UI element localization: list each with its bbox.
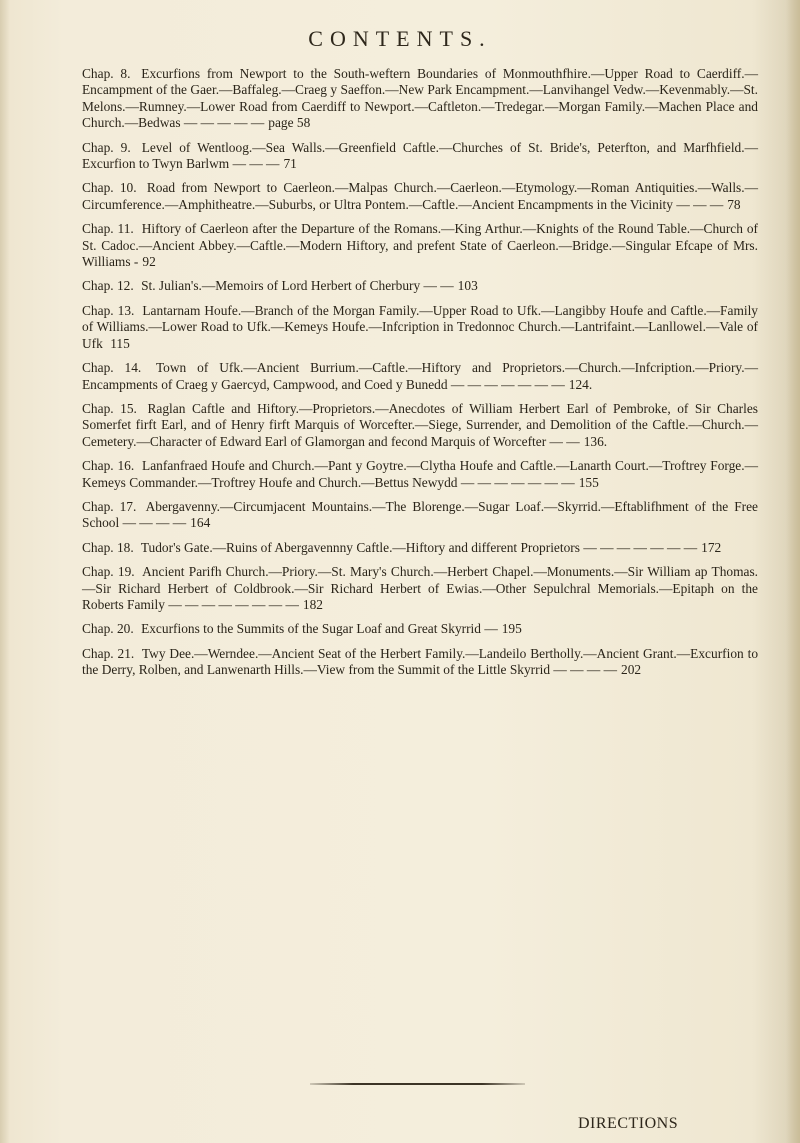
- leader-dashes: — — — — — — — —: [168, 596, 299, 612]
- page-number: 164: [190, 515, 211, 531]
- chapter-entry: [82, 303, 758, 352]
- chapter-entry: [82, 646, 758, 679]
- chapter-entry: [82, 278, 758, 294]
- chapter-summary: Excurfions from Newport to the South-weftern Boundaries of Monmouthfhire.—Upper Road to Caerdiff.—Encampment of the Gaer.—Baffaleg.—Craeg y Saeffon.—New Park Encampment.—Lanvihangel Vedw.—Kevenmably.—St. Melons.—Rumney.—Lower Road from Caerdiff to Newport.—Caftleton.—Tredegar.—Morgan Family.—Machen Place and Church.—Bedwas: [82, 66, 758, 131]
- chapter-number: Chap. 11.: [82, 221, 134, 237]
- contents-list: [82, 66, 758, 687]
- leader-dashes: — — — — — — —: [450, 376, 565, 392]
- chapter-number: Chap. 14.: [82, 360, 142, 376]
- chapter-entry: [82, 221, 758, 270]
- leader-dashes: — — — — — — —: [460, 474, 575, 490]
- page-number: 78: [727, 196, 741, 212]
- chapter-entry: [82, 401, 758, 450]
- chapter-number: Chap. 16.: [82, 458, 135, 474]
- page-number: 136.: [583, 433, 608, 449]
- chapter-entry: [82, 66, 758, 132]
- leader-dashes: -: [133, 254, 139, 270]
- chapter-number: Chap. 21.: [82, 645, 135, 661]
- chapter-entry: [82, 499, 758, 532]
- page-number: 155: [578, 474, 599, 490]
- page-number: 124.: [568, 376, 593, 392]
- catchword: DIRECTIONS: [578, 1115, 679, 1132]
- page-number: 71: [283, 156, 297, 172]
- page-left-edge: [0, 0, 10, 1143]
- chapter-summary: Level of Wentloog.—Sea Walls.—Greenfield Caftle.—Churches of St. Bride's, Peterfton, and Marfhfield.—Excurfion to Twyn Barlwm: [82, 139, 758, 172]
- leader-dashes: — — — — — — —: [583, 539, 698, 555]
- chapter-entry: [82, 360, 758, 393]
- leader-dashes: — —: [423, 278, 454, 294]
- chapter-summary: Town of Ufk.—Ancient Burrium.—Caftle.—Hiftory and Proprietors.—Church.—Infcription.—Priory.—Encampments of Craeg y Gaercyd, Campwood, and Coed y Bunedd: [82, 360, 758, 392]
- page-title: CONTENTS.: [308, 26, 492, 51]
- chapter-number: Chap. 12.: [82, 278, 134, 294]
- page-number: 92: [142, 254, 156, 270]
- chapter-number: Chap. 10.: [82, 180, 137, 196]
- chapter-entry: [82, 540, 758, 556]
- chapter-number: Chap. 18.: [82, 539, 134, 555]
- page-number: 172: [701, 539, 722, 555]
- chapter-summary: Excurfions to the Summits of the Sugar Loaf and Great Skyrrid: [141, 621, 481, 637]
- chapter-summary: Tudor's Gate.—Ruins of Abergavennny Caftle.—Hiftory and different Proprietors: [140, 539, 580, 555]
- chapter-summary: Twy Dee.—Werndee.—Ancient Seat of the Herbert Family.—Landeilo Bertholly.—Ancient Grant.—Excurfion to the Derry, Rolben, and Lanwenarth Hills.—View from the Summit of the Little Skyrrid: [82, 645, 759, 678]
- section-rule: [310, 1083, 525, 1085]
- chapter-number: Chap. 15.: [82, 400, 137, 416]
- chapter-number: Chap. 20.: [82, 621, 134, 637]
- chapter-number: Chap. 13.: [82, 302, 135, 318]
- chapter-entry: [82, 140, 758, 173]
- page-number: 103: [457, 278, 478, 294]
- chapter-entry: [82, 564, 758, 613]
- page-number: 195: [501, 621, 522, 637]
- page-number: 115: [110, 335, 130, 351]
- chapter-summary: Raglan Caftle and Hiftory.—Proprietors.—Anecdotes of William Herbert Earl of Pembroke, of Sir Charles Somerfet firft Earl, and of Henry firft Marquis of Worcefter.—Siege, Surrender, and Demolition of the Caftle.—Church.—Cemetery.—Character of Edward Earl of Glamorgan and fecond Marquis of Worcefter: [82, 400, 759, 449]
- chapter-entry: [82, 458, 758, 491]
- leader-dashes: — — — —: [122, 515, 187, 531]
- chapter-number: Chap. 8.: [82, 66, 131, 81]
- chapter-entry: [82, 180, 758, 213]
- chapter-summary: Hiftory of Caerleon after the Departure of the Romans.—King Arthur.—Knights of the Round Table.—Church of St. Cadoc.—Ancient Abbey.—Caftle.—Modern Hiftory, and prefent State of Caerleon.—Bridge.—Singular Efcape of Mrs. Williams: [82, 221, 758, 270]
- leader-dashes: — —: [549, 433, 580, 449]
- leader-dashes: — — — —: [553, 662, 617, 678]
- chapter-summary: Ancient Parifh Church.—Priory.—St. Mary's Church.—Herbert Chapel.—Monuments.—Sir William ap Thomas.—Sir Richard Herbert of Coldbrook.—Sir Richard Herbert of Ewias.—Other Sepulchral Memorials.—Epitaph on the Roberts Family: [82, 564, 759, 612]
- leader-dashes: — — — — —: [183, 115, 265, 131]
- chapter-number: Chap. 9.: [82, 139, 131, 155]
- chapter-summary: Lanfanfraed Houfe and Church.—Pant y Goytre.—Clytha Houfe and Caftle.—Lanarth Court.—Troftrey Forge.—Kemeys Commander.—Troftrey Houfe and Church.—Bettus Newydd: [82, 458, 758, 490]
- chapter-entry: [82, 621, 758, 637]
- chapter-summary: St. Julian's.—Memoirs of Lord Herbert of Cherbury: [141, 278, 421, 294]
- leader-dashes: — — —: [676, 196, 724, 212]
- page-number: 182: [302, 596, 323, 612]
- page-right-edge: [786, 0, 800, 1143]
- page-number: page 58: [268, 115, 311, 131]
- chapter-number: Chap. 19.: [82, 564, 135, 580]
- chapter-summary: Abergavenny.—Circumjacent Mountains.—The Blorenge.—Sugar Loaf.—Skyrrid.—Eftablifhment of the Free School: [82, 498, 759, 531]
- leader-dashes: — — —: [232, 156, 280, 172]
- leader-dashes: —: [484, 621, 498, 637]
- chapter-summary: Lantarnam Houfe.—Branch of the Morgan Family.—Upper Road to Ufk.—Langibby Houfe and Caftle.—Family of Williams.—Lower Road to Ufk.—Kemeys Houfe.—Infcription in Tredonnoc Church.—Lantrifaint.—Lanllowel.—Vale of Ufk: [82, 302, 758, 351]
- chapter-summary: Road from Newport to Caerleon.—Malpas Church.—Caerleon.—Etymology.—Roman Antiquities.—Walls.—Circumference.—Amphitheatre.—Suburbs, or Ultra Pontem.—Caftle.—Ancient Encampments in the Vicinity: [82, 180, 758, 212]
- page-number: 202: [621, 662, 642, 678]
- chapter-number: Chap. 17.: [82, 498, 137, 514]
